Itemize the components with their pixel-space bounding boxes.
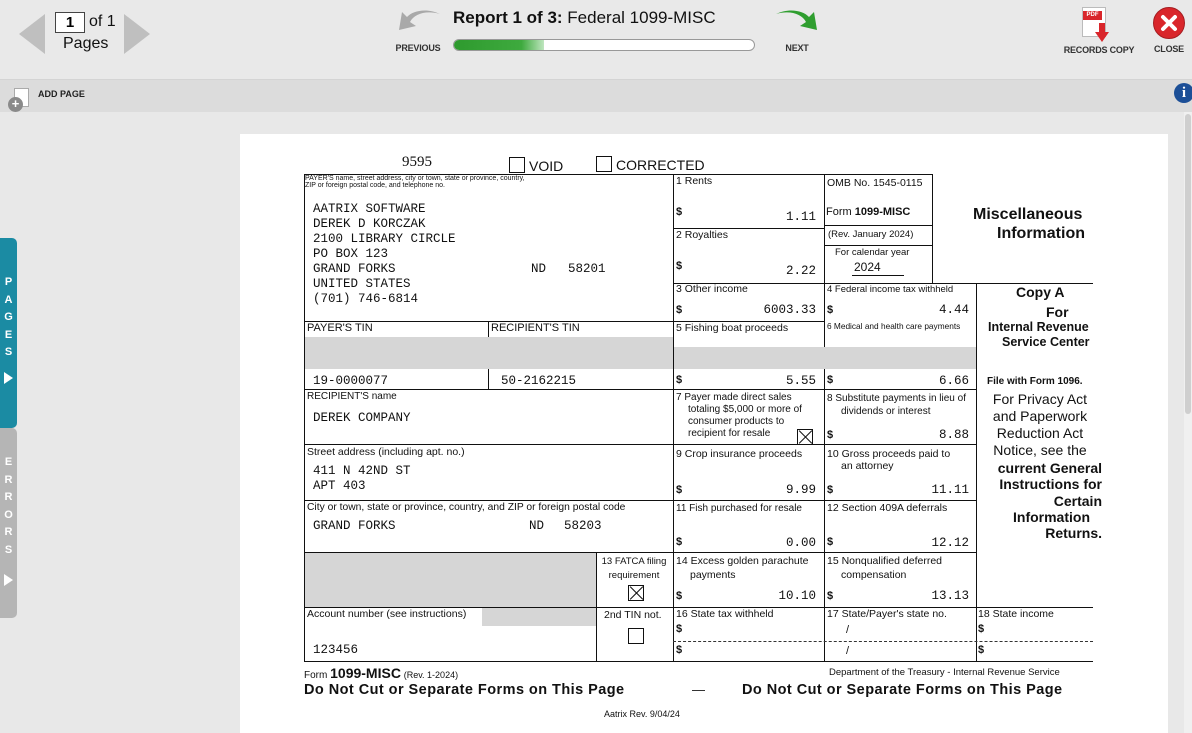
expand-arrow-icon [4, 372, 13, 384]
box8-value[interactable]: 8.88 [938, 428, 969, 442]
close-button[interactable]: CLOSE [1150, 7, 1188, 57]
box8-dollar: $ [827, 429, 834, 441]
box11-value[interactable]: 0.00 [785, 536, 816, 550]
box15-value[interactable]: 13.13 [931, 589, 969, 603]
box15-dollar: $ [827, 590, 834, 602]
curved-arrow-right-icon [774, 6, 820, 42]
account-number[interactable]: 123456 [313, 643, 359, 657]
payer-address-line[interactable]: DEREK D KORCZAK [313, 217, 426, 231]
omb-number: OMB No. 1545-0115 [827, 177, 923, 189]
add-page-bar [0, 80, 1192, 112]
progress-bar [453, 39, 755, 51]
errors-tab-letter: S [4, 543, 13, 556]
corrected-checkbox[interactable] [596, 156, 612, 172]
box18-dollar-1: $ [978, 623, 985, 635]
box14-dollar: $ [676, 590, 683, 602]
city-label: City or town, state or province, country, and ZIP or foreign postal code [307, 502, 626, 513]
recipient-tin[interactable]: 50-2162215 [501, 374, 577, 388]
box17-label: 17 State/Payer's state no. [827, 608, 947, 620]
footer-department: Department of the Treasury - Internal Revenue Service [829, 667, 1060, 678]
box11-label: 11 Fish purchased for resale [676, 503, 802, 514]
box2-value[interactable]: 2.22 [785, 264, 816, 278]
calendar-year: 2024 [854, 260, 881, 274]
info-icon[interactable]: i [1174, 83, 1192, 103]
payer-address-line[interactable]: 2100 LIBRARY CIRCLE [313, 232, 456, 246]
box1-dollar: $ [676, 206, 683, 218]
box9-label: 9 Crop insurance proceeds [676, 448, 803, 460]
pdf-file-icon: PDF [1082, 7, 1106, 37]
payer-address-line[interactable]: GRAND FORKS [313, 262, 396, 276]
payer-tin[interactable]: 19-0000077 [313, 374, 389, 388]
box10-value[interactable]: 11.11 [931, 483, 969, 497]
form-name: Form 1099-MISC [826, 206, 911, 218]
box13-label: 13 FATCA filing requirement [601, 556, 667, 581]
copy-for: For [1046, 304, 1069, 320]
report-title: Report 1 of 3: Federal 1099-MISC [453, 8, 716, 27]
tin2-label: 2nd TIN not. [604, 609, 662, 621]
box6-value[interactable]: 6.66 [938, 374, 969, 388]
vertical-scrollbar[interactable] [1184, 112, 1192, 733]
errors-side-tab[interactable] [0, 428, 17, 618]
payer-address-line[interactable]: UNITED STATES [313, 277, 411, 291]
file-with-1096: File with Form 1096. [987, 376, 1083, 387]
box12-value[interactable]: 12.12 [931, 536, 969, 550]
street-line1[interactable]: 411 N 42ND ST [313, 464, 411, 478]
records-copy-button[interactable]: PDF RECORDS COPY [1060, 5, 1138, 59]
recipient-tin-label: RECIPIENT'S TIN [491, 322, 580, 334]
box12-dollar: $ [827, 536, 834, 548]
pages-tab-letter: E [4, 328, 13, 341]
fatca-checkbox[interactable] [628, 585, 644, 601]
box5-label: 5 Fishing boat proceeds [676, 322, 789, 334]
box17-slash-2: / [846, 645, 850, 657]
top-toolbar [0, 0, 1192, 80]
box4-value[interactable]: 4.44 [938, 303, 969, 317]
void-label: VOID [529, 158, 564, 174]
recipient-name-label: RECIPIENT'S name [307, 391, 397, 402]
street-label: Street address (including apt. no.) [307, 446, 465, 458]
errors-tab-letter: R [4, 526, 13, 539]
box16-dollar-1: $ [676, 623, 683, 635]
city-zip[interactable]: 58203 [564, 519, 602, 533]
payer-address-line[interactable]: PO BOX 123 [313, 247, 389, 261]
pages-tab-letter: P [4, 276, 13, 288]
add-page-label[interactable]: ADD PAGE [38, 89, 85, 99]
street-line2[interactable]: APT 403 [313, 479, 366, 493]
box4-dollar: $ [827, 304, 834, 316]
previous-report-button[interactable]: PREVIOUS [396, 6, 442, 56]
pages-label: Pages [63, 35, 109, 52]
calendar-year-label: For calendar year [835, 247, 910, 258]
box3-dollar: $ [676, 304, 683, 316]
form-revision: (Rev. January 2024) [828, 229, 914, 240]
curved-arrow-left-icon [396, 6, 442, 42]
payer-address-line[interactable]: (701) 746-6814 [313, 292, 419, 306]
copy-irs-line1: Internal Revenue [988, 320, 1089, 334]
errors-tab-letter: R [4, 491, 13, 504]
payer-header: PAYER'S name, street address, city or town, state or province, country, ZIP or foreign postal code, and telephone no. [305, 175, 525, 189]
box1-label: 1 Rents [676, 175, 713, 187]
payer-state: ND [531, 262, 547, 276]
footer-dash: — [692, 682, 705, 697]
copy-irs-line2: Service Center [1002, 335, 1090, 349]
pages-tab-letter: G [4, 311, 13, 324]
box10-label: 10 Gross proceeds paid to an attorney [827, 448, 951, 472]
payer-tin-label: PAYER'S TIN [307, 322, 373, 334]
next-report-button[interactable]: NEXT [774, 6, 820, 56]
box8-label: 8 Substitute payments in lieu of dividends or interest [827, 393, 966, 417]
box15-label: 15 Nonqualified deferred compensation [827, 555, 942, 581]
account-label: Account number (see instructions) [307, 608, 467, 620]
box7-checkbox[interactable] [797, 429, 813, 445]
errors-tab-letter: O [4, 508, 13, 521]
box3-label: 3 Other income [676, 283, 748, 295]
copy-a-label: Copy A [1016, 284, 1065, 300]
box6-dollar: $ [827, 374, 834, 386]
footer-form-name: Form 1099-MISC (Rev. 1-2024) [304, 665, 459, 681]
box18-dollar-2: $ [978, 644, 985, 656]
errors-tab-letter: R [4, 473, 13, 486]
expand-arrow-icon [4, 574, 13, 586]
do-not-cut-right: Do Not Cut or Separate Forms on This Page [742, 682, 1063, 698]
box9-value[interactable]: 9.99 [785, 483, 816, 497]
page-count: of 1 [89, 13, 116, 30]
payer-zip: 58201 [568, 262, 606, 276]
box18-label: 18 State income [978, 608, 1054, 620]
box7-label: 7 Payer made direct sales totaling $5,000 or more of consumer products to recipient for resale [676, 392, 802, 439]
box1-value[interactable]: 1.11 [785, 210, 816, 224]
box14-label: 14 Excess golden parachute payments [676, 555, 809, 581]
box16-dollar-2: $ [676, 644, 683, 656]
plus-icon: + [8, 97, 23, 112]
progress-fill [454, 40, 544, 50]
payer-address-line[interactable]: AATRIX SOFTWARE [313, 202, 426, 216]
recipient-name[interactable]: DEREK COMPANY [313, 411, 411, 425]
form-title-line2: Information [997, 225, 1085, 242]
pages-side-tab[interactable] [0, 238, 17, 428]
next-page-arrow-icon[interactable] [124, 14, 150, 54]
form-1099-misc [240, 134, 1168, 733]
box16-label: 16 State tax withheld [676, 608, 774, 620]
pages-tab-letter: S [4, 346, 13, 359]
box2-label: 2 Royalties [676, 229, 728, 241]
general-instructions: current General Instructions for Certain Information Returns. [997, 460, 1102, 542]
second-tin-checkbox[interactable] [628, 628, 644, 644]
close-icon [1153, 7, 1185, 39]
form-code: 9595 [402, 154, 432, 170]
privacy-notice: For Privacy Act and Paperwork Reduction Act Notice, see the [992, 391, 1088, 458]
corrected-label: CORRECTED [616, 157, 705, 173]
box9-dollar: $ [676, 484, 683, 496]
box11-dollar: $ [676, 536, 683, 548]
box2-dollar: $ [676, 260, 683, 272]
pages-tab-letters [0, 238, 17, 362]
city[interactable]: GRAND FORKS [313, 519, 396, 533]
scrollbar-thumb[interactable] [1185, 114, 1191, 414]
pages-tab-letter: A [4, 293, 13, 306]
page-number-input[interactable] [55, 12, 85, 33]
box12-label: 12 Section 409A deferrals [827, 502, 948, 514]
box17-slash-1: / [846, 624, 850, 636]
box5-value[interactable]: 5.55 [785, 374, 816, 388]
box14-value[interactable]: 10.10 [778, 589, 816, 603]
void-checkbox[interactable] [509, 157, 525, 173]
do-not-cut-left: Do Not Cut or Separate Forms on This Page [304, 682, 625, 698]
box5-dollar: $ [676, 374, 683, 386]
city-state[interactable]: ND [529, 519, 545, 533]
box10-dollar: $ [827, 484, 834, 496]
download-arrow-icon [1095, 23, 1109, 43]
errors-tab-letters [0, 428, 17, 560]
aatrix-revision: Aatrix Rev. 9/04/24 [604, 709, 680, 719]
add-page-button[interactable] [8, 88, 32, 112]
box3-value[interactable]: 6003.33 [763, 303, 816, 317]
box4-label: 4 Federal income tax withheld [827, 284, 954, 295]
box6-label: 6 Medical and health care payments [827, 321, 961, 331]
errors-tab-letter: E [4, 456, 13, 468]
form-title-line1: Miscellaneous [973, 206, 1083, 223]
prev-page-arrow-icon[interactable] [19, 14, 45, 54]
